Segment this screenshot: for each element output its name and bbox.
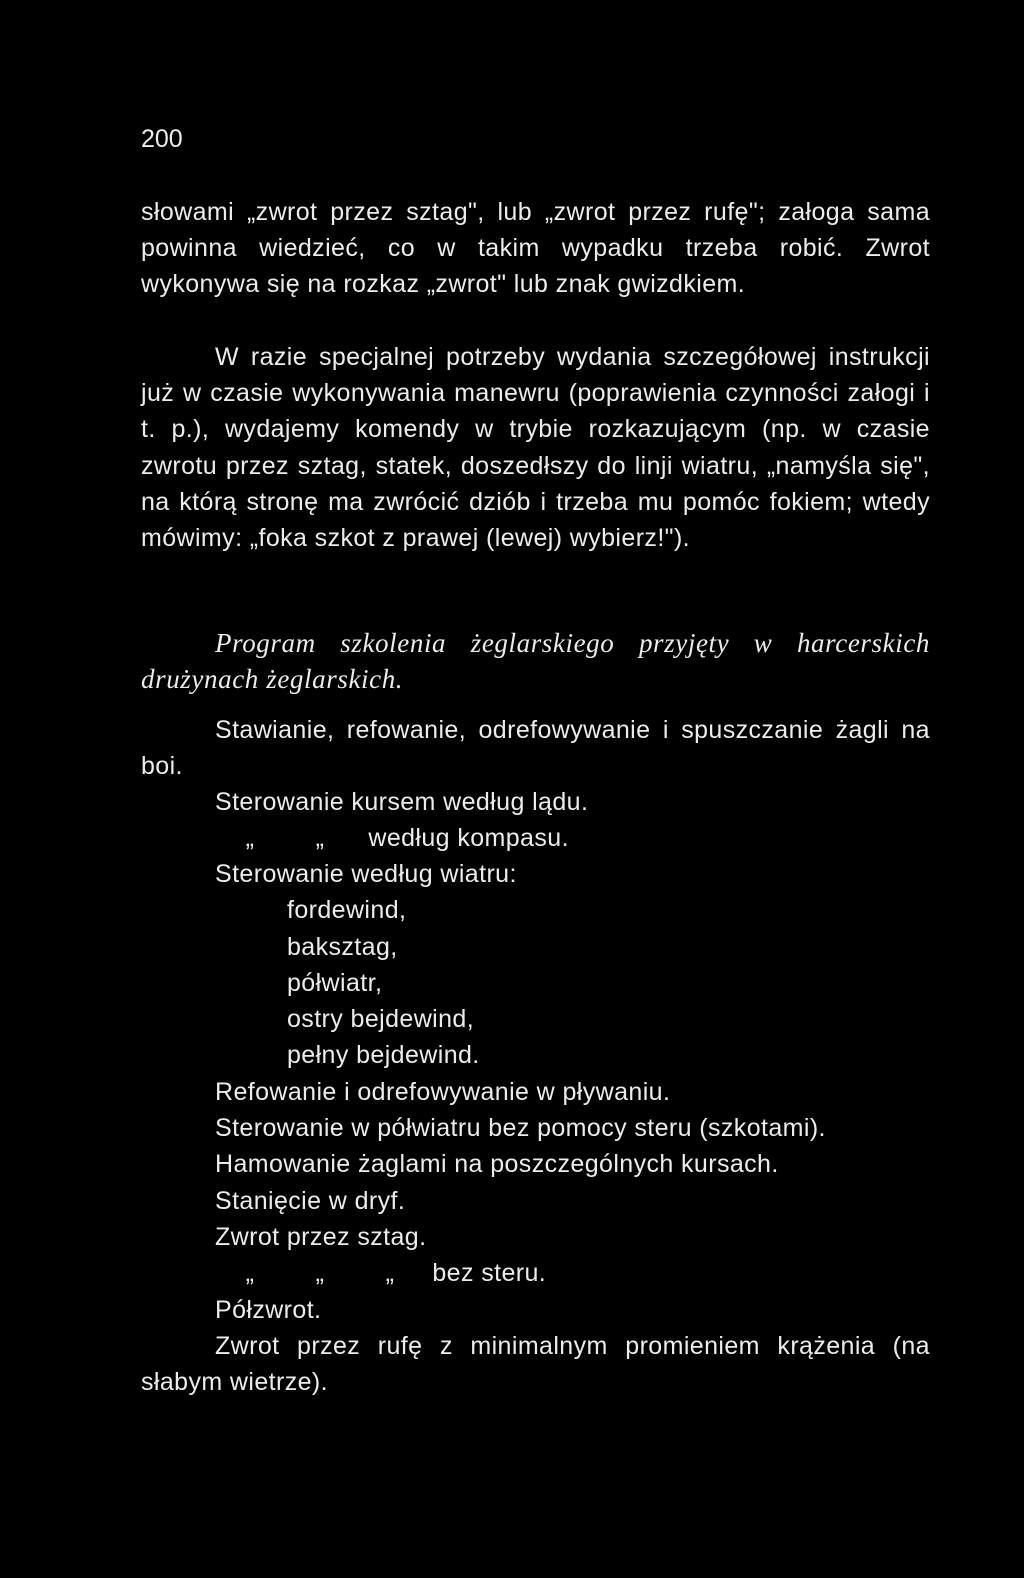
list-item-tack: Zwrot przez sztag.: [215, 1223, 427, 1251]
list-item-sail-handling: Stawianie, refowanie, odrefowywanie i spuszczanie żagli na boi.: [141, 716, 930, 781]
list-item-jibe-min-radius: Zwrot przez rufę z minimalnym promieniem krążenia (na słabym wietrze).: [141, 1332, 930, 1397]
ditto-mark: „: [315, 824, 325, 852]
ditto-mark: „: [385, 1259, 395, 1287]
course-ostry-bejdewind: ostry bejdewind,: [287, 1005, 475, 1033]
list-item-steering-sheets: Sterowanie w półwiatru bez pomocy steru (szkotami).: [215, 1114, 826, 1142]
list-item-heave-to: Stanięcie w dryf.: [215, 1187, 406, 1215]
course-baksztag: baksztag,: [287, 933, 398, 961]
list-item-steering-compass-text: według kompasu.: [368, 824, 569, 852]
paragraph-detailed-instructions: W razie specjalnej potrzeby wydania szczegółowej instrukcji już w czasie wykonywania manewru (poprawienia czynności załogi i t. p.), wydajemy komendy w trybie rozkazującym (np. w czasie zwrotu przez sztag, statek, doszedłszy do linji wiatru, „namyśla się", na którą stronę ma zwrócić dziób i trzeba mu pomóc fokiem; wtedy mówimy: „foka szkot z prawej (lewej) wybierz!").: [141, 343, 930, 553]
list-item-tack-no-rudder: [215, 1255, 546, 1291]
page-number: 200: [141, 125, 183, 153]
ditto-mark: „: [245, 824, 255, 852]
ditto-mark: „: [315, 1259, 325, 1287]
course-fordewind: fordewind,: [287, 896, 407, 924]
course-pelny-bejdewind: pełny bejdewind.: [287, 1041, 480, 1069]
paragraph-zwrot-commands: słowami „zwrot przez sztag", lub „zwrot przez rufę"; załoga sama powinna wiedzieć, co w takim wypadku trzeba robić. Zwrot wykonywa się na rozkaz „zwrot" lub znak gwizdkiem.: [141, 198, 930, 299]
ditto-mark: „: [245, 1259, 255, 1287]
list-item-braking-sails: Hamowanie żaglami na poszczególnych kursach.: [215, 1150, 779, 1178]
section-heading-training-program: Program szkolenia żeglarskiego przyjęty w harcerskich drużynach żeglarskich.: [141, 628, 930, 694]
list-item-steering-wind: Sterowanie według wiatru:: [215, 860, 517, 888]
course-polwiatr: półwiatr,: [287, 969, 383, 997]
list-item-tack-no-rudder-text: bez steru.: [432, 1259, 547, 1287]
list-item-steering-compass: [215, 820, 569, 856]
list-item-half-turn: Półzwrot.: [215, 1296, 322, 1324]
list-item-steering-land: Sterowanie kursem według lądu.: [215, 788, 589, 816]
list-item-reefing-sailing: Refowanie i odrefowywanie w pływaniu.: [215, 1078, 671, 1106]
